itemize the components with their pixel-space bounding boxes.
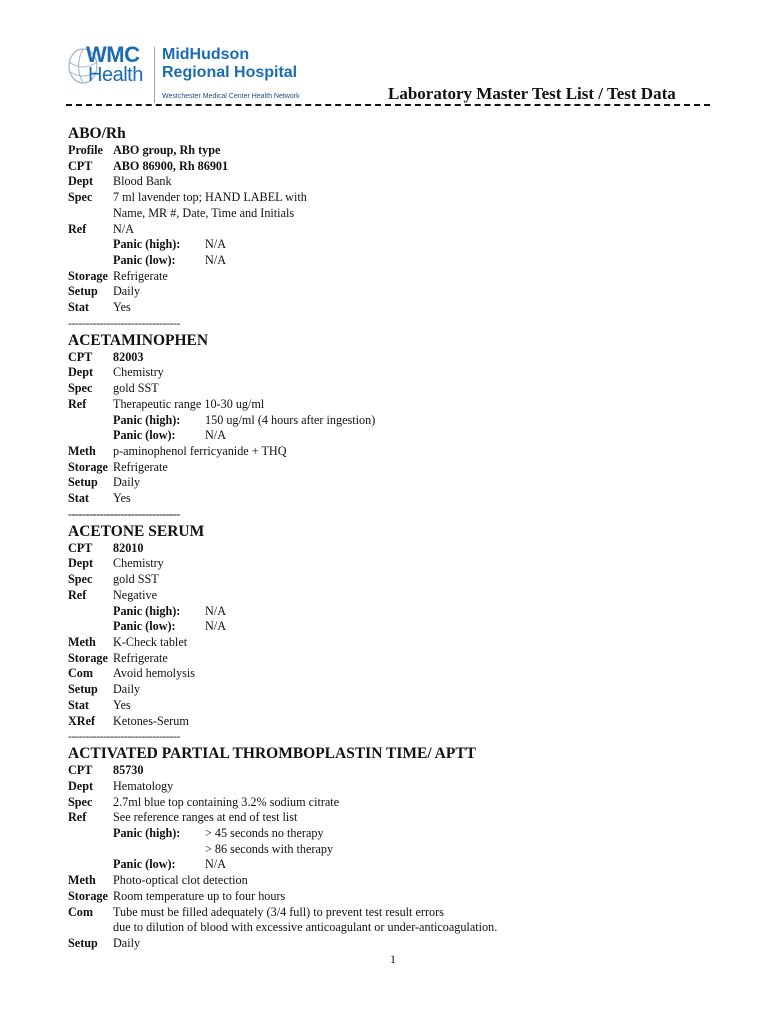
dept-row <box>68 556 708 572</box>
spec-row <box>68 381 708 397</box>
meth-label: Meth <box>68 634 96 649</box>
panic-high-indent <box>68 842 113 858</box>
dept-label: Dept <box>68 556 94 571</box>
ref-value: N/A <box>113 221 134 236</box>
hospital-logo <box>66 44 316 106</box>
ref-value: Negative <box>113 587 157 602</box>
panic-low-row <box>68 857 708 873</box>
ref-label: Ref <box>68 396 87 411</box>
dept-row <box>68 365 708 381</box>
meth-row <box>68 873 708 889</box>
dept-value: Chemistry <box>113 365 164 380</box>
cpt-value: 85730 <box>113 763 144 778</box>
stat-row <box>68 491 708 507</box>
setup-row <box>68 475 708 491</box>
storage-row <box>68 889 708 905</box>
section-separator: -------------------------------- <box>68 729 180 744</box>
dept-row <box>68 779 708 795</box>
stat-value: Yes <box>113 491 131 506</box>
panic-high-row <box>68 237 708 253</box>
hospital-name-line2: Regional Hospital <box>162 64 298 81</box>
spec-value: gold SST <box>113 381 159 396</box>
com-row <box>68 905 708 921</box>
spec-row <box>68 795 708 811</box>
stat-value: Yes <box>113 300 131 315</box>
page-number: 1 <box>390 952 396 966</box>
panic-low-indent <box>68 619 113 635</box>
panic-low-label: Panic (low): <box>113 252 176 267</box>
meth-value: Photo-optical clot detection <box>113 873 248 888</box>
ref-value: See reference ranges at end of test list <box>113 810 298 825</box>
panic-low-row <box>68 253 708 269</box>
spec-label: Spec <box>68 381 93 396</box>
xref-value: Ketones-Serum <box>113 713 189 728</box>
profile-label: Profile <box>68 143 103 157</box>
setup-row <box>68 284 708 300</box>
setup-value: Daily <box>113 935 141 950</box>
spec-label: Spec <box>68 190 93 205</box>
dept-label: Dept <box>68 174 94 189</box>
spec-row <box>68 206 708 222</box>
setup-label: Setup <box>68 284 98 299</box>
spec-value: gold SST <box>113 572 159 587</box>
header-rule <box>66 104 710 106</box>
spec-label: Spec <box>68 794 93 809</box>
setup-label: Setup <box>68 682 98 697</box>
cpt-label: CPT <box>68 349 93 364</box>
document-title: Laboratory Master Test List / Test Data <box>388 84 676 103</box>
test-title: ABO/Rh <box>68 125 126 142</box>
test-list <box>68 122 708 952</box>
stat-row <box>68 698 708 714</box>
com-label: Com <box>68 904 94 919</box>
ref-row <box>68 588 708 604</box>
panic-high-row <box>68 842 708 858</box>
panic-low-value: N/A <box>205 619 226 634</box>
panic-high-value: N/A <box>205 237 226 252</box>
spec-row <box>68 190 708 206</box>
ref-label: Ref <box>68 221 87 236</box>
hospital-name-line1: MidHudson <box>162 46 250 63</box>
panic-high-indent <box>68 413 113 429</box>
meth-row <box>68 635 708 651</box>
ref-value: Therapeutic range 10-30 ug/ml <box>113 396 265 411</box>
panic-low-label: Panic (low): <box>113 428 176 443</box>
panic-low-value: N/A <box>205 252 226 267</box>
storage-row <box>68 651 708 667</box>
panic-high-row <box>68 413 708 429</box>
ref-row <box>68 397 708 413</box>
section-separator: -------------------------------- <box>68 315 180 330</box>
test-section <box>68 124 708 329</box>
panic-high-label: Panic (high): <box>113 412 181 427</box>
cpt-label: CPT <box>68 540 93 555</box>
storage-row <box>68 460 708 476</box>
com-value: Tube must be filled adequately (3/4 full) to prevent test result errors <box>113 904 444 919</box>
meth-value: K-Check tablet <box>113 634 188 649</box>
panic-low-label: Panic (low): <box>113 619 176 634</box>
panic-low-row <box>68 619 708 635</box>
storage-value: Room temperature up to four hours <box>113 888 286 903</box>
setup-label: Setup <box>68 935 98 950</box>
panic-high-label: Panic (high): <box>113 603 181 618</box>
meth-label: Meth <box>68 443 96 458</box>
cpt-row <box>68 159 708 175</box>
com-value: due to dilution of blood with excessive anticoagulant or under-anticoagulation. <box>113 920 498 935</box>
panic-high-row <box>68 826 708 842</box>
ref-label: Ref <box>68 587 87 602</box>
dept-row <box>68 174 708 190</box>
stat-value: Yes <box>113 697 131 712</box>
stat-label: Stat <box>68 300 89 315</box>
com-value: Avoid hemolysis <box>113 666 196 681</box>
panic-low-indent <box>68 428 113 444</box>
cpt-label: CPT <box>68 158 93 173</box>
spec-row <box>68 572 708 588</box>
meth-row <box>68 444 708 460</box>
panic-high-indent <box>68 604 113 620</box>
storage-label: Storage <box>68 888 108 903</box>
stat-label: Stat <box>68 697 89 712</box>
panic-high-value: N/A <box>205 603 226 618</box>
logo-wmc: WMC <box>86 42 140 67</box>
profile-value: ABO group, Rh type <box>113 143 221 157</box>
logo-health: Health <box>88 64 143 86</box>
storage-value: Refrigerate <box>113 268 168 283</box>
cpt-value: 82010 <box>113 540 144 555</box>
com-label: Com <box>68 666 94 681</box>
logo-divider <box>154 47 155 103</box>
storage-value: Refrigerate <box>113 650 168 665</box>
panic-high-value: 150 ug/ml (4 hours after ingestion) <box>205 412 376 427</box>
panic-high-label: Panic (high): <box>113 237 181 252</box>
test-section <box>68 522 708 742</box>
setup-row <box>68 936 708 952</box>
dept-label: Dept <box>68 778 94 793</box>
ref-row <box>68 222 708 238</box>
dept-value: Hematology <box>113 778 174 793</box>
network-name: Westchester Medical Center Health Network <box>162 93 300 100</box>
spec-value: Name, MR #, Date, Time and Initials <box>113 205 295 220</box>
panic-low-indent <box>68 857 113 873</box>
panic-high-row <box>68 604 708 620</box>
test-title: ACETONE SERUM <box>68 522 205 540</box>
stat-label: Stat <box>68 491 89 506</box>
cpt-label: CPT <box>68 763 93 778</box>
cpt-row <box>68 541 708 557</box>
setup-value: Daily <box>113 682 141 697</box>
panic-low-label: Panic (low): <box>113 857 176 872</box>
panic-high-indent <box>68 826 113 842</box>
stat-row <box>68 300 708 316</box>
spec-value: 2.7ml blue top containing 3.2% sodium citrate <box>113 794 340 809</box>
panic-high-value: > 45 seconds no therapy <box>205 826 324 841</box>
panic-low-value: N/A <box>205 857 226 872</box>
setup-value: Daily <box>113 475 141 490</box>
setup-row <box>68 682 708 698</box>
panic-low-row <box>68 428 708 444</box>
cpt-value: 82003 <box>113 349 144 364</box>
com-row <box>68 666 708 682</box>
storage-label: Storage <box>68 268 108 283</box>
dept-label: Dept <box>68 365 94 380</box>
cpt-row <box>68 350 708 366</box>
meth-value: p-aminophenol ferricyanide + THQ <box>113 443 287 458</box>
com-row <box>68 920 708 936</box>
panic-high-label: Panic (high): <box>113 826 181 841</box>
storage-label: Storage <box>68 459 108 474</box>
spec-label: Spec <box>68 572 93 587</box>
profile-row <box>68 143 708 159</box>
meth-label: Meth <box>68 873 96 888</box>
panic-high-value: > 86 seconds with therapy <box>205 841 334 856</box>
panic-low-indent <box>68 253 113 269</box>
storage-row <box>68 269 708 285</box>
dept-value: Blood Bank <box>113 174 172 189</box>
test-title: ACETAMINOPHEN <box>68 331 209 349</box>
section-separator: -------------------------------- <box>68 506 180 521</box>
xref-row <box>68 714 708 730</box>
storage-label: Storage <box>68 650 108 665</box>
panic-high-indent <box>68 237 113 253</box>
cpt-row <box>68 763 708 779</box>
ref-row <box>68 810 708 826</box>
test-title: ACTIVATED PARTIAL THROMBOPLASTIN TIME/ APTT <box>68 745 476 763</box>
ref-label: Ref <box>68 810 87 825</box>
setup-value: Daily <box>113 284 141 299</box>
panic-high-label <box>113 842 205 858</box>
setup-label: Setup <box>68 475 98 490</box>
panic-low-value: N/A <box>205 428 226 443</box>
test-section <box>68 744 708 951</box>
spec-value: 7 ml lavender top; HAND LABEL with <box>113 190 307 205</box>
xref-label: XRef <box>68 713 96 728</box>
cpt-value: ABO 86900, Rh 86901 <box>113 158 229 173</box>
storage-value: Refrigerate <box>113 459 168 474</box>
test-section <box>68 331 708 520</box>
dept-value: Chemistry <box>113 556 164 571</box>
